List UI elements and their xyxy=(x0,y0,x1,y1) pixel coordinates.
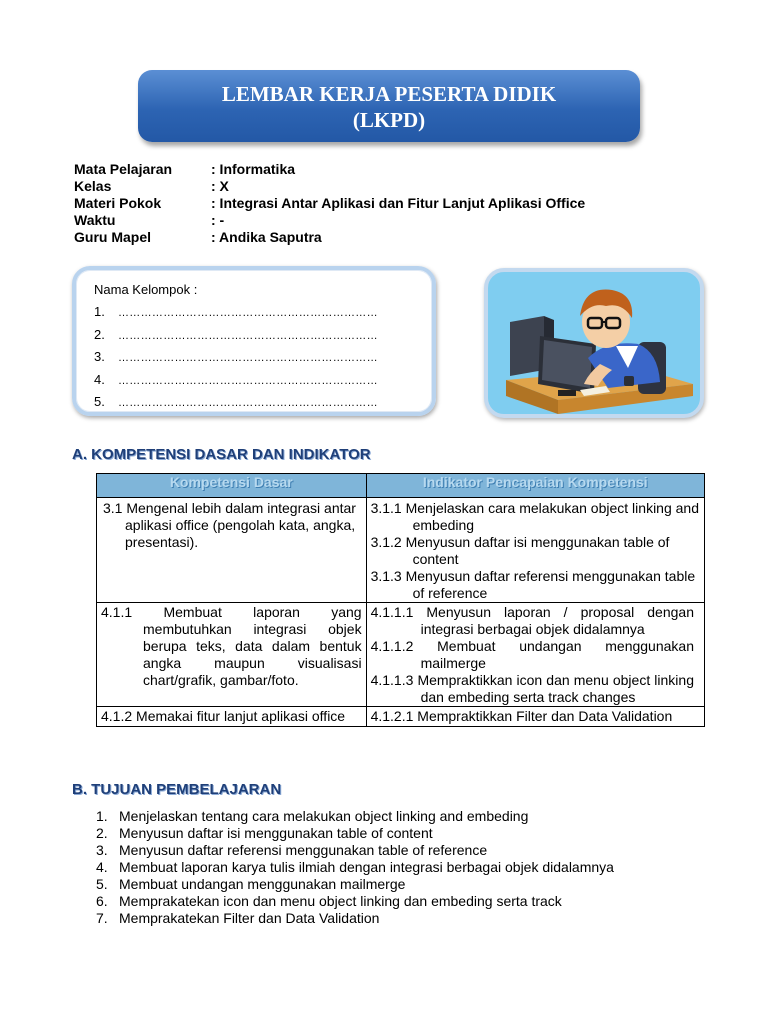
column-header-indicator: Indikator Pencapaian Kompetensi xyxy=(366,474,704,498)
member-number: 2. xyxy=(94,327,105,342)
indicator-text: 3.1.2 Menyusun daftar isi menggunakan table of content xyxy=(370,534,670,567)
dotted-line: …………………………………………………………… xyxy=(118,330,378,342)
indicator-text: 4.1.1.3 Mempraktikkan icon dan menu object linking dan embeding serta track changes xyxy=(370,672,694,705)
meta-label: Guru Mapel xyxy=(74,229,152,245)
kd-text: 4.1.1 Membuat laporan yang membutuhkan integrasi objek berupa teks, data dalam bentuk angka maupun visualisasi chart/grafik, gambar/foto. xyxy=(101,604,362,688)
indicator-text: 3.1.1 Menjelaskan cara melakukan object linking and embeding xyxy=(370,500,699,533)
title-line-1: LEMBAR KERJA PESERTA DIDIK xyxy=(221,82,557,106)
item-text: Memprakatekan Filter dan Data Validation xyxy=(119,910,380,926)
member-number: 4. xyxy=(94,372,105,387)
item-number: 3. xyxy=(96,842,108,858)
list-item xyxy=(96,842,614,859)
item-text: Menyusun daftar referensi menggunakan table of reference xyxy=(119,842,488,858)
table-row xyxy=(97,498,705,603)
indicator-text: 4.1.2.1 Mempraktikkan Filter dan Data Validation xyxy=(370,708,673,724)
list-item xyxy=(96,876,614,893)
member-number: 5. xyxy=(94,394,105,409)
list-item xyxy=(96,825,614,842)
column-header-kd: Kompetensi Dasar xyxy=(97,474,367,498)
meta-value: : Andika Saputra xyxy=(211,229,322,245)
title-banner xyxy=(138,70,640,142)
meta-value: : - xyxy=(211,212,225,228)
group-names-title: Nama Kelompok : xyxy=(94,282,198,297)
section-b-heading: B. TUJUAN PEMBELAJARAN xyxy=(72,781,282,798)
competency-table xyxy=(96,473,705,727)
item-text: Menyusun daftar isi menggunakan table of content xyxy=(119,825,433,841)
list-item xyxy=(96,910,614,927)
learning-objectives-list xyxy=(96,808,614,927)
member-number: 3. xyxy=(94,349,105,364)
group-names-box xyxy=(72,266,436,416)
section-a-heading: A. KOMPETENSI DASAR DAN INDIKATOR xyxy=(72,446,371,463)
meta-label: Mata Pelajaran xyxy=(74,161,173,177)
meta-label: Materi Pokok xyxy=(74,195,162,211)
item-text: Memprakatekan icon dan menu object linking dan embeding serta track xyxy=(119,893,562,909)
dotted-line: …………………………………………………………… xyxy=(118,397,378,409)
list-item xyxy=(96,859,614,876)
item-number: 7. xyxy=(96,910,108,926)
group-member-line[interactable] xyxy=(94,372,378,387)
meta-value: : X xyxy=(211,178,229,194)
group-member-line[interactable] xyxy=(94,327,378,342)
title-line-2: (LKPD) xyxy=(352,108,426,132)
indicator-text: 3.1.3 Menyusun daftar referensi menggunakan table of reference xyxy=(370,568,696,601)
kd-text: 3.1 Mengenal lebih dalam integrasi antar aplikasi office (pengolah kata, angka, presentasi). xyxy=(103,500,356,550)
item-text: Membuat undangan menggunakan mailmerge xyxy=(119,876,406,892)
item-number: 6. xyxy=(96,893,108,909)
dotted-line: …………………………………………………………… xyxy=(118,307,378,319)
table-row xyxy=(97,603,705,707)
kd-text: 4.1.2 Memakai fitur lanjut aplikasi office xyxy=(101,708,346,724)
list-item xyxy=(96,893,614,910)
item-number: 4. xyxy=(96,859,108,875)
meta-label: Waktu xyxy=(74,212,116,228)
meta-value: : Informatika xyxy=(211,161,296,177)
list-item xyxy=(96,808,614,825)
table-header-row xyxy=(97,474,705,498)
student-at-computer-icon xyxy=(488,272,700,414)
group-member-line[interactable] xyxy=(94,349,378,364)
item-number: 1. xyxy=(96,808,108,824)
meta-value: : Integrasi Antar Aplikasi dan Fitur Lanjut Aplikasi Office xyxy=(211,195,586,211)
table-row xyxy=(97,707,705,727)
meta-label: Kelas xyxy=(74,178,112,194)
student-at-computer-illustration xyxy=(484,268,704,418)
item-text: Membuat laporan karya tulis ilmiah dengan integrasi berbagai objek didalamnya xyxy=(119,859,614,875)
item-number: 5. xyxy=(96,876,108,892)
member-number: 1. xyxy=(94,304,105,319)
item-text: Menjelaskan tentang cara melakukan object linking and embeding xyxy=(119,808,529,824)
dotted-line: …………………………………………………………… xyxy=(118,352,378,364)
group-member-line[interactable] xyxy=(94,394,378,409)
indicator-text: 4.1.1.2 Membuat undangan menggunakan mailmerge xyxy=(370,638,694,671)
indicator-text: 4.1.1.1 Menyusun laporan / proposal dengan integrasi berbagai objek didalamnya xyxy=(370,604,694,637)
dotted-line: …………………………………………………………… xyxy=(118,375,378,387)
item-number: 2. xyxy=(96,825,108,841)
group-member-line[interactable] xyxy=(94,304,378,319)
